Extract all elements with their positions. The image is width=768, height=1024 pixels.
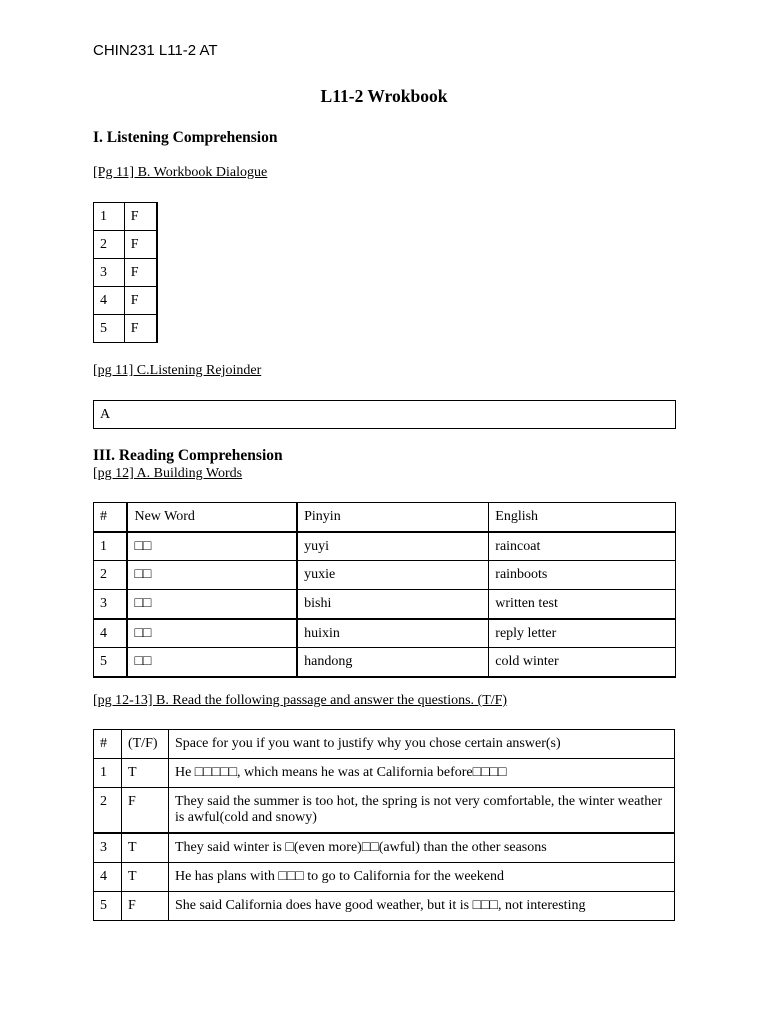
table-cell: He □□□□□, which means he was at California before□□□□ xyxy=(168,759,674,788)
table-cell: cold winter xyxy=(489,648,676,677)
table-row xyxy=(94,759,675,788)
table-cell: □□ xyxy=(127,561,297,590)
table-cell: They said the summer is too hot, the spring is not very comfortable, the winter weather is awful(cold and snowy) xyxy=(168,788,674,834)
table-row xyxy=(94,619,676,648)
table-cell: 3 xyxy=(94,833,122,863)
table-cell: T xyxy=(121,863,168,892)
table-row xyxy=(94,532,676,561)
table-cell: 5 xyxy=(94,892,122,921)
table-cell: □□ xyxy=(127,590,297,619)
table-header-row xyxy=(94,730,675,759)
table-cell: She said California does have good weather, but it is □□□, not interesting xyxy=(168,892,674,921)
table-cell: 3 xyxy=(94,590,128,619)
table-cell: raincoat xyxy=(489,532,676,561)
table-header-row xyxy=(94,503,676,532)
table-cell: F xyxy=(124,231,157,259)
section-listening-heading: I. Listening Comprehension xyxy=(93,129,278,146)
table-row xyxy=(94,203,158,231)
listening-rejoinder-label: [pg 11] C.Listening Rejoinder xyxy=(93,363,262,378)
table-cell: T xyxy=(121,833,168,863)
table-header-cell: English xyxy=(489,503,676,532)
building-words-label: [pg 12] A. Building Words xyxy=(93,466,243,481)
table-cell: 3 xyxy=(94,259,125,287)
table-cell: 2 xyxy=(94,561,128,590)
table-cell: 1 xyxy=(94,532,128,561)
table-cell: yuyi xyxy=(297,532,489,561)
table-cell: 5 xyxy=(94,315,125,343)
table-header-cell: (T/F) xyxy=(121,730,168,759)
table-cell: F xyxy=(121,788,168,834)
table-row xyxy=(94,788,675,834)
building-words-table xyxy=(93,502,676,678)
table-cell: F xyxy=(124,287,157,315)
table-cell: He has plans with □□□ to go to California for the weekend xyxy=(168,863,674,892)
table-cell: □□ xyxy=(127,532,297,561)
table-cell: rainboots xyxy=(489,561,676,590)
table-row xyxy=(94,892,675,921)
table-cell: 4 xyxy=(94,287,125,315)
table-header-cell: New Word xyxy=(127,503,297,532)
table-row xyxy=(94,315,158,343)
table-row xyxy=(94,648,676,677)
table-cell: huixin xyxy=(297,619,489,648)
table-cell: T xyxy=(121,759,168,788)
table-cell: 2 xyxy=(94,231,125,259)
section-reading-heading: III. Reading Comprehension xyxy=(93,447,283,464)
table-cell: F xyxy=(121,892,168,921)
table-cell: 2 xyxy=(94,788,122,834)
table-row xyxy=(94,833,675,863)
table-row xyxy=(94,259,158,287)
rejoinder-answer-table xyxy=(93,400,676,429)
table-row xyxy=(94,231,158,259)
table-cell: 1 xyxy=(94,203,125,231)
table-cell: F xyxy=(124,315,157,343)
passage-questions-label: [pg 12-13] B. Read the following passage and answer the questions. (T/F) xyxy=(93,693,508,708)
table-cell: 1 xyxy=(94,759,122,788)
table-cell: reply letter xyxy=(489,619,676,648)
document-title: L11-2 Wrokbook xyxy=(320,86,448,106)
table-header-cell: Space for you if you want to justify why you chose certain answer(s) xyxy=(168,730,674,759)
table-row xyxy=(94,863,675,892)
table-cell: □□ xyxy=(127,619,297,648)
table-row xyxy=(94,561,676,590)
table-cell: □□ xyxy=(127,648,297,677)
table-row xyxy=(94,287,158,315)
workbook-dialogue-label: [Pg 11] B. Workbook Dialogue xyxy=(93,165,268,180)
table-cell: written test xyxy=(489,590,676,619)
table-header-cell: Pinyin xyxy=(297,503,489,532)
table-row xyxy=(94,590,676,619)
table-cell: 4 xyxy=(94,619,128,648)
table-cell: 4 xyxy=(94,863,122,892)
passage-answer-table xyxy=(93,729,675,921)
table-cell: They said winter is □(even more)□□(awful) than the other seasons xyxy=(168,833,674,863)
table-cell: handong xyxy=(297,648,489,677)
rejoinder-answer: A xyxy=(94,401,676,429)
table-header-cell: # xyxy=(94,730,122,759)
table-cell: bishi xyxy=(297,590,489,619)
table-cell: 5 xyxy=(94,648,128,677)
table-cell: F xyxy=(124,259,157,287)
course-header: CHIN231 L11-2 AT xyxy=(93,42,218,59)
dialogue-answer-table xyxy=(93,202,158,343)
table-header-cell: # xyxy=(94,503,128,532)
table-cell: yuxie xyxy=(297,561,489,590)
table-cell: F xyxy=(124,203,157,231)
